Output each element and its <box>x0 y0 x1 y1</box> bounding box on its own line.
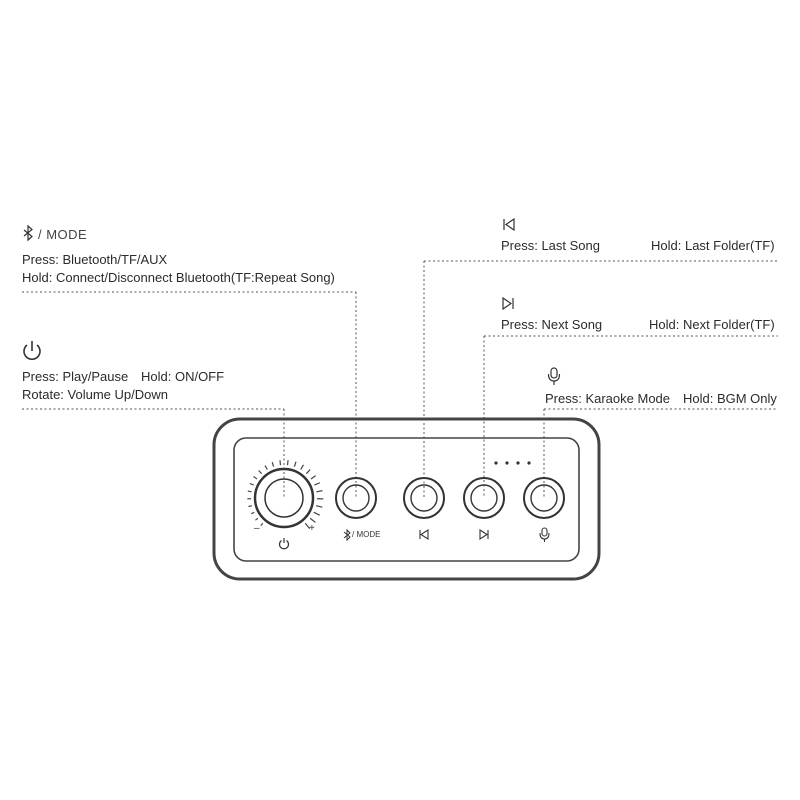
bt-mode-press-text: Press: Bluetooth/TF/AUX <box>22 252 168 267</box>
prev-press-text: Press: Last Song <box>501 238 600 253</box>
volume-tick <box>255 518 258 520</box>
volume-tick <box>261 523 263 525</box>
volume-tick <box>314 483 319 485</box>
power-rotate-text: Rotate: Volume Up/Down <box>22 387 168 402</box>
device-outer-frame <box>214 419 599 579</box>
next-track-button[interactable] <box>464 478 504 518</box>
volume-tick <box>316 491 322 492</box>
next-press-text: Press: Next Song <box>501 317 603 332</box>
volume-tick <box>251 512 254 513</box>
volume-tick <box>272 462 273 467</box>
volume-tick <box>259 470 262 473</box>
volume-tick <box>306 470 310 474</box>
volume-tick <box>314 512 320 515</box>
bluetooth-icon <box>24 226 32 240</box>
volume-plus-label: + <box>309 523 315 534</box>
previous-track-icon <box>504 219 514 230</box>
previous-track-button[interactable] <box>404 478 444 518</box>
next-hold-text: Hold: Next Folder(TF) <box>649 317 775 332</box>
panel-microphone-icon <box>540 528 549 542</box>
power-icon <box>24 341 40 359</box>
volume-tick <box>265 466 267 470</box>
bt-mode-header: / MODE <box>38 227 88 242</box>
microphone-icon <box>549 368 560 385</box>
panel-previous-icon <box>420 530 428 539</box>
volume-tick <box>310 518 315 522</box>
volume-tick <box>250 484 254 486</box>
microphone-button[interactable] <box>524 478 564 518</box>
panel-power-icon <box>280 538 289 549</box>
volume-tick <box>316 506 322 508</box>
volume-tick <box>248 506 251 507</box>
volume-tick <box>280 460 281 465</box>
mic-press-text: Press: Karaoke Mode <box>545 391 671 406</box>
volume-tick <box>294 462 296 467</box>
bt-mode-button[interactable] <box>336 478 376 518</box>
bt-mode-hold-text: Hold: Connect/Disconnect Bluetooth(TF:Repeat Song) <box>22 270 335 285</box>
next-track-icon <box>503 298 513 309</box>
prev-hold-text: Hold: Last Folder(TF) <box>651 238 775 253</box>
volume-tick <box>301 465 304 470</box>
mic-hold-text: Hold: BGM Only <box>683 391 777 406</box>
power-hold-text: Hold: ON/OFF <box>141 369 225 384</box>
panel-next-icon <box>480 530 488 539</box>
volume-minus-label: – <box>254 523 260 534</box>
power-press-text: Press: Play/Pause <box>22 369 129 384</box>
volume-tick <box>248 491 252 492</box>
volume-tick <box>311 476 316 479</box>
indicator-lights <box>494 461 530 464</box>
volume-tick <box>287 460 288 465</box>
panel-mode-label: / MODE <box>352 530 381 539</box>
panel-bluetooth-icon <box>344 530 350 540</box>
volume-tick <box>254 477 257 479</box>
device-inner-panel <box>234 438 579 561</box>
